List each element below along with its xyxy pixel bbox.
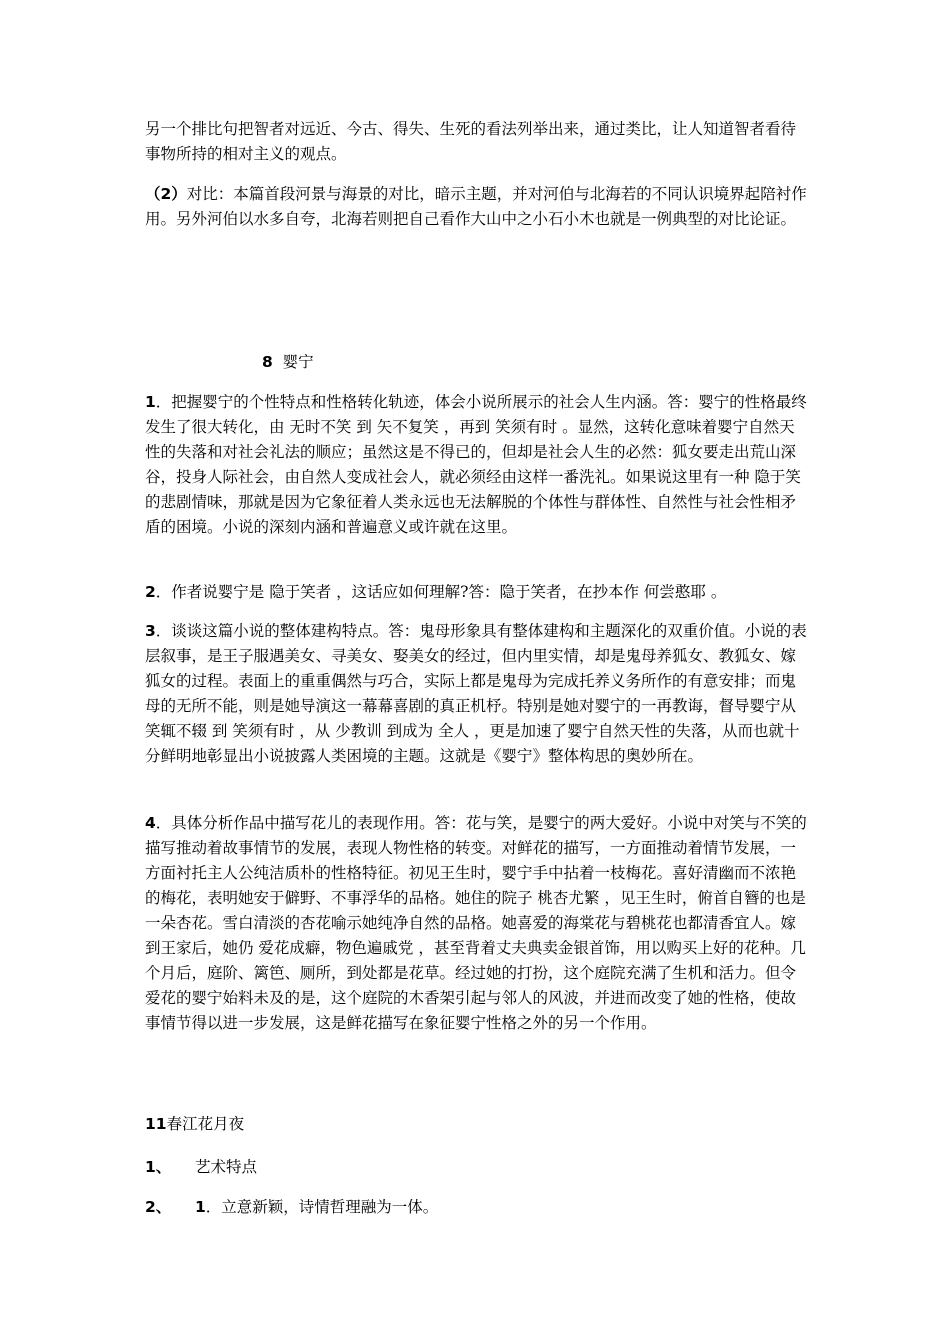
section8-item-4: 4．具体分析作品中描写花儿的表现作用。答：花与笑，是婴宁的两大爱好。小说中对笑与不笑的描写推动着故事情节的发展，表现人物性格的转变。对鲜花的描写，一方面推动着情节发展，一方面衬托主人公纯洁质朴的性格特征。初见王生时，婴宁手中拈着一枝梅花。喜好清幽而不浓艳的梅花，表明她安于僻野、不事浮华的品格。她住的院子 桃杏尤繁 ，见王生时，俯首自簪的也是一朵杏花。雪白清淡的杏花喻示她纯净自然的品格。她喜爱的海棠花与碧桃花也都清香宜人。嫁到王家后，她仍 爱花成癖，物色遍戚党 ，甚至背着丈夫典卖金银首饰，用以购买上好的花种。几个月后，庭阶、篱笆、厕所，到处都是花草。经过她的打扮，这个庭院充满了生机和活力。但令爱花的婴宁始料未及的是，这个庭院的木香架引起与邻人的风波，并进而改变了她的性格，使故事情节得以进一步发展，这是鲜花描写在象征婴宁性格之外的另一个作用。: [145, 814, 807, 1032]
intro-paragraph-1: 另一个排比句把智者对远近、今古、得失、生死的看法列举出来，通过类比，让人知道智者看待事物所持的相对主义的观点。: [145, 120, 797, 163]
section11-list-item-1: 1、 艺术特点: [145, 1158, 258, 1176]
intro-paragraph-2: （2）对比：本篇首段河景与海景的对比，暗示主题，并对河伯与北海若的不同认识境界起陪衬作用。另外河伯以水多自夸，北海若则把自己看作大山中之小石小木也就是一例典型的对比论证。: [145, 185, 807, 228]
section-heading-8: 8 婴宁: [262, 353, 314, 371]
section8-item-2: 2．作者说婴宁是 隐于笑者 ，这话应如何理解?答：隐于笑者，在抄本作 何尝憨耶 。: [145, 583, 727, 601]
item-number: （2）: [145, 185, 187, 203]
section8-item-3: 3．谈谈这篇小说的整体建构特点。答：鬼母形象具有整体建构和主题深化的双重价值。小说的表层叙事，是王子服遇美女、寻美女、娶美女的经过，但内里实情，却是鬼母养狐女、教狐女、嫁狐女的过程。表面上的重重偶然与巧合，实际上都是鬼母为完成托养义务所作的有意安排；而鬼母的无所不能，则是她导演这一幕幕喜剧的真正机杼。特别是她对婴宁的一再教诲，督导婴宁从 笑辄不辍 到 笑须有时 ，从 少教训 到成为 全人 ，更是加速了婴宁自然天性的失落，从而也就十分鲜明地彰显出小说披露人类困境的主题。这就是《婴宁》整体构思的奥妙所在。: [145, 622, 807, 765]
section11-list-item-2: 2、 1．立意新颖，诗情哲理融为一体。: [145, 1198, 439, 1216]
section-heading-11: 11春江花月夜: [145, 1115, 245, 1133]
section8-item-1: 1．把握婴宁的个性特点和性格转化轨迹，体会小说所展示的社会人生内涵。答：婴宁的性格最终发生了很大转化，由 无时不笑 到 矢不复笑 ，再到 笑须有时 。显然，这转化意味着婴宁自然天性的失落和对社会礼法的顺应；虽然这是不得已的，但却是社会人生的必然：狐女要走出荒山深谷，投身人际社会，由自然人变成社会人，就必须经由这样一番洗礼。如果说这里有一种 隐于笑 的悲剧情味，那就是因为它象征着人类永远也无法解脱的个体性与群体性、自然性与社会性相矛盾的困境。小说的深刻内涵和普遍意义或许就在这里。: [145, 393, 807, 536]
